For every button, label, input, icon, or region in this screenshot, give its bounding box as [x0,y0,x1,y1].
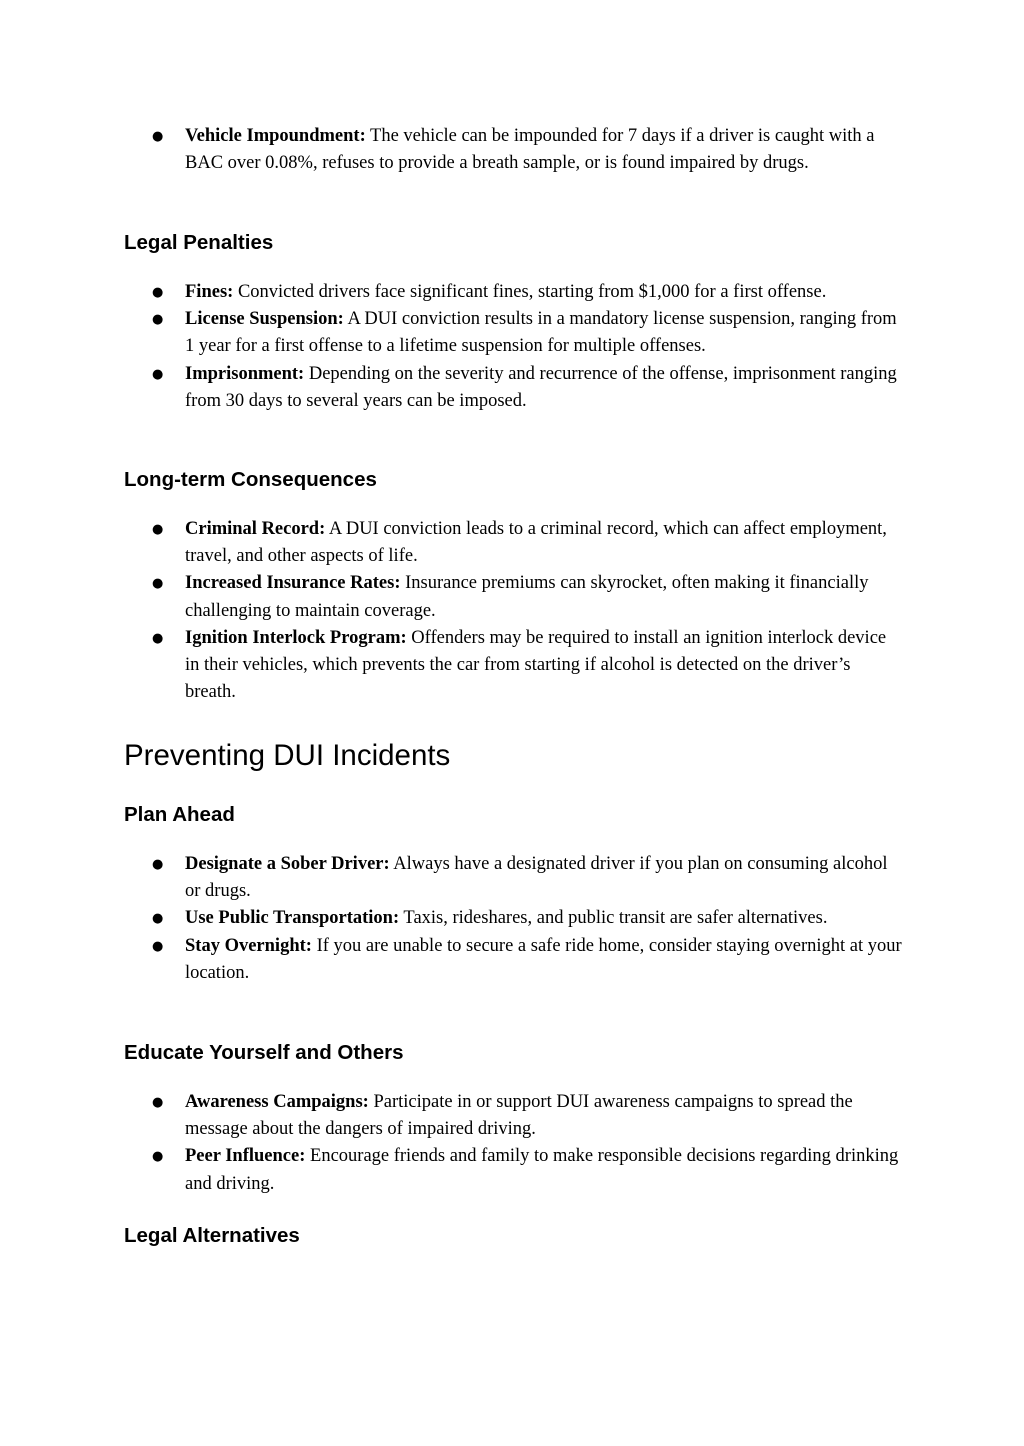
list-item-text: Depending on the severity and recurrence of the offense, imprisonment ranging from 30 days to several years can be imposed. [185,363,897,411]
legal-alternatives-heading: Legal Alternatives [124,1224,300,1247]
bullet-icon: ● [152,312,164,328]
list-item-text: If you are unable to secure a safe ride home, consider staying overnight at your location. [185,935,902,983]
legal-penalties-list [124,279,904,415]
list-item-text: A DUI conviction leads to a criminal record, which can affect employment, travel, and other aspects of life. [185,519,887,567]
educate-list [124,1089,904,1198]
plan-ahead-section [124,802,904,828]
list-item-term: Fines: [185,282,234,302]
list-item [124,851,904,905]
list-item [124,625,904,707]
list-item-text: Insurance premiums can skyrocket, often making it financially challenging to maintain coverage. [185,573,869,621]
list-item-text: Always have a designated driver if you plan on consuming alcohol or drugs. [185,854,888,902]
preventing-section [124,738,904,774]
plan-ahead-heading: Plan Ahead [124,803,235,826]
bullet-icon: ● [152,630,164,646]
plan-ahead-list [124,851,904,987]
bullet-icon: ● [152,366,164,382]
list-item-term: Awareness Campaigns: [185,1092,369,1112]
list-item-term: Increased Insurance Rates: [185,573,401,594]
educate-heading: Educate Yourself and Others [124,1041,404,1064]
list-item [124,123,904,177]
plan-ahead-list-block [124,851,904,987]
list-item [124,361,904,415]
list-item-text: Encourage friends and family to make responsible decisions regarding drinking and driving. [185,1146,899,1194]
list-item [124,570,904,624]
long-term-list-block [124,516,904,706]
list-item-text: The vehicle can be impounded for 7 days if a driver is caught with a BAC over 0.08%, refuses to provide a breath sample, or is found impaired by drugs. [185,126,875,174]
list-item-term: Vehicle Impoundment: [185,126,366,146]
legal-penalties-list-block [124,279,904,415]
list-item-text: A DUI conviction results in a mandatory license suspension, ranging from 1 year for a first offense to a lifetime suspension for multiple offenses. [185,309,897,357]
list-item-term: Ignition Interlock Program: [185,627,407,648]
list-item-text: Offenders may be required to install an ignition interlock device in their vehicles, which prevents the car from starting if alcohol is detected on the driver’s breath. [185,627,887,703]
bullet-icon: ● [152,857,164,872]
bullet-icon: ● [152,285,164,300]
list-item-text: Participate in or support DUI awareness campaigns to spread the message about the dangers of impaired driving. [185,1092,853,1140]
list-item [124,1089,904,1143]
bullet-icon: ● [152,129,164,144]
bullet-icon: ● [152,1149,164,1165]
educate-list-block [124,1089,904,1198]
long-term-list [124,516,904,706]
bullet-icon: ● [152,1095,164,1110]
legal-penalties-section [124,230,904,256]
list-item-term: Criminal Record: [185,519,326,539]
long-term-section [124,467,904,493]
list-item [124,306,904,360]
list-item [124,905,904,932]
intro-list-block [124,123,904,177]
list-item-term: Peer Influence: [185,1146,306,1167]
list-item [124,933,904,987]
list-item-term: Designate a Sober Driver: [185,854,390,874]
bullet-icon: ● [152,911,164,927]
long-term-heading: Long-term Consequences [124,468,377,491]
bullet-icon: ● [152,522,164,537]
educate-section [124,1040,904,1066]
list-item-text: Convicted drivers face significant fines, starting from $1,000 for a first offense. [233,282,827,302]
list-item [124,516,904,570]
list-item [124,279,904,306]
list-item-term: Stay Overnight: [185,935,312,956]
list-item-term: Use Public Transportation: [185,908,400,929]
legal-alternatives-section [124,1223,904,1249]
bullet-icon: ● [152,576,164,592]
preventing-heading: Preventing DUI Incidents [124,739,451,772]
list-item [124,1143,904,1197]
intro-list [124,123,904,177]
list-item-term: Imprisonment: [185,363,305,384]
list-item-term: License Suspension: [185,309,344,330]
legal-penalties-heading: Legal Penalties [124,231,274,254]
bullet-icon: ● [152,938,164,954]
list-item-text: Taxis, rideshares, and public transit are safer alternatives. [399,908,828,929]
